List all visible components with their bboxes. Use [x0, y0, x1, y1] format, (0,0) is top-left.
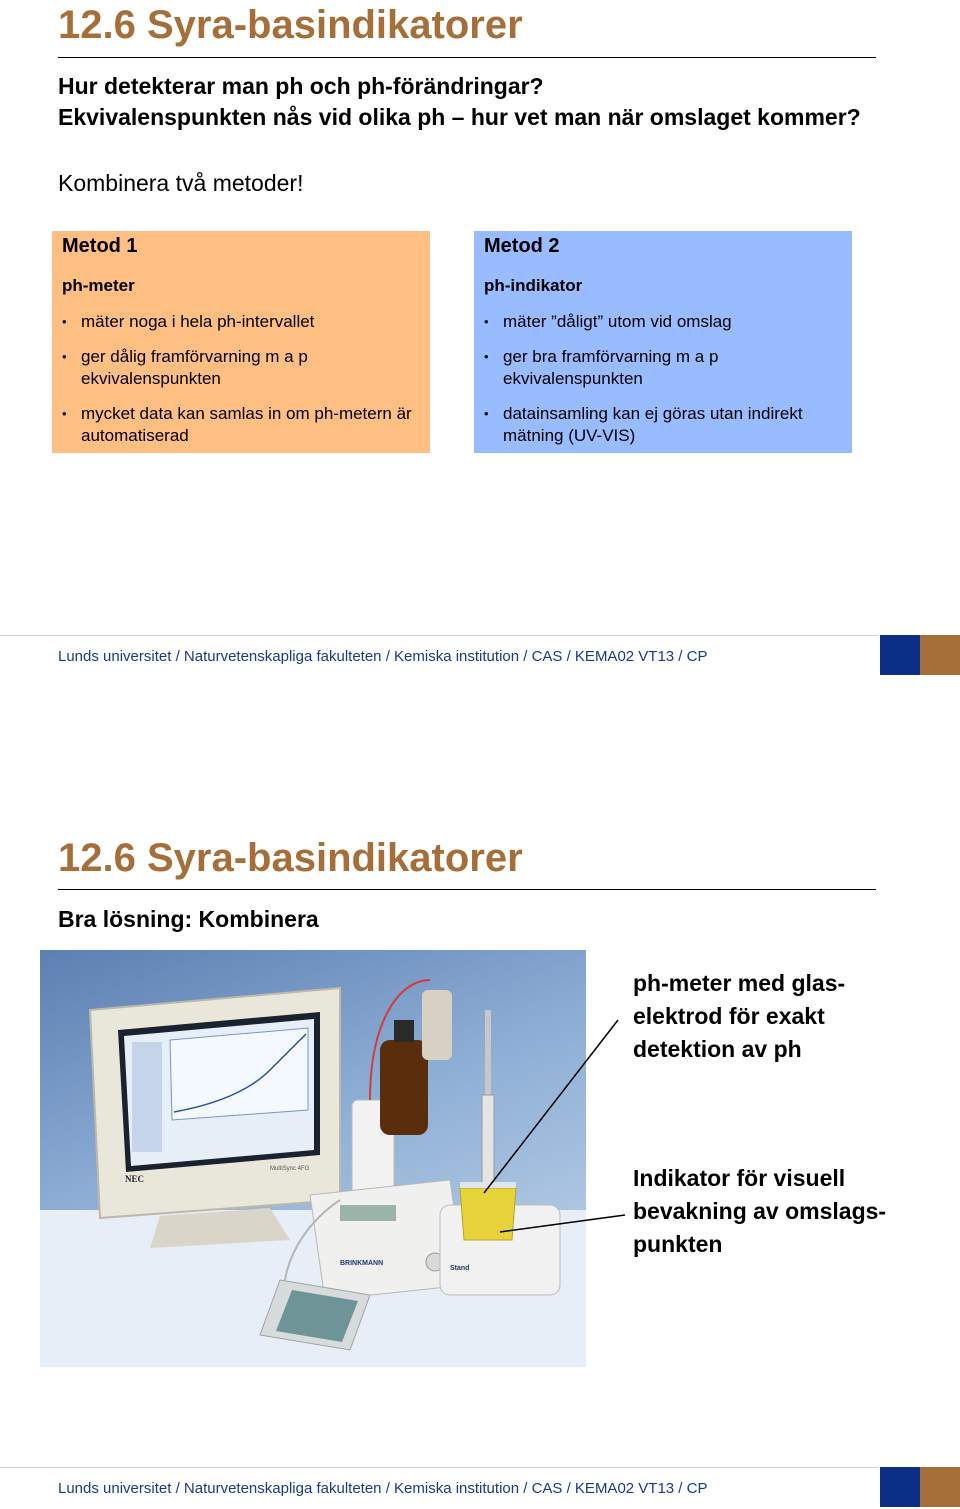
footer-blue-square: [880, 1467, 920, 1507]
method1-bullet: • mäter noga i hela ph-intervallet: [62, 311, 422, 333]
slide2-title: 12.6 Syra-basindikatorer: [58, 836, 523, 880]
question-line-2: Ekvivalenspunkten nås vid olika ph – hur vet man när omslaget kommer?: [58, 104, 861, 130]
method2-heading: Metod 2: [484, 235, 560, 257]
titrino-brand-text: BRINKMANN: [340, 1260, 384, 1267]
method1-subheading: ph-meter: [62, 276, 135, 295]
slide2-subtitle: Bra lösning: Kombinera: [58, 906, 319, 932]
monitor-model-text: MultiSync 4FG: [270, 1166, 310, 1172]
method1-bullet: • mycket data kan samlas in om ph-metern är automatiserad: [62, 403, 422, 447]
pointer-line-ph-meter: [484, 1020, 618, 1193]
callout-indicator: Indikator för visuell bevakning av omslags-punkten: [633, 1165, 887, 1257]
slide2-footer: [0, 1467, 960, 1509]
footer-text: Lunds universitet / Naturvetenskapliga fakulteten / Kemiska institution / CAS / KEMA02 VT13 / CP: [58, 1480, 708, 1497]
footer-divider: [0, 1467, 878, 1468]
pointer-line-indicator: [500, 1215, 625, 1232]
slide1-title: 12.6 Syra-basindikatorer: [58, 3, 523, 47]
stand-brand-text: Stand: [450, 1265, 470, 1272]
method2-subheading: ph-indikator: [484, 276, 583, 295]
question-line-1: Hur detekterar man ph och ph-förändringar?: [58, 73, 544, 99]
method1-bullet: • ger dålig framförvarning m a p ekvivalenspunkten: [62, 346, 422, 390]
method1-heading: Metod 1: [62, 235, 138, 257]
monitor-brand-text: NEC: [125, 1174, 145, 1184]
footer-tan-square: [920, 1467, 960, 1507]
callout-ph-meter: ph-meter med glas-elektrod för exakt detektion av ph: [633, 970, 846, 1062]
footer-text: Lunds universitet / Naturvetenskapliga fakulteten / Kemiska institution / CAS / KEMA02 VT13 / CP: [58, 648, 708, 665]
intro-text: Kombinera två metoder!: [58, 170, 304, 196]
method2-bullet: • mäter ”dåligt” utom vid omslag: [484, 311, 844, 333]
method2-bullet: • datainsamling kan ej göras utan indirekt mätning (UV-VIS): [484, 403, 844, 447]
method2-bullet: • ger bra framförvarning m a p ekvivalenspunkten: [484, 346, 844, 390]
